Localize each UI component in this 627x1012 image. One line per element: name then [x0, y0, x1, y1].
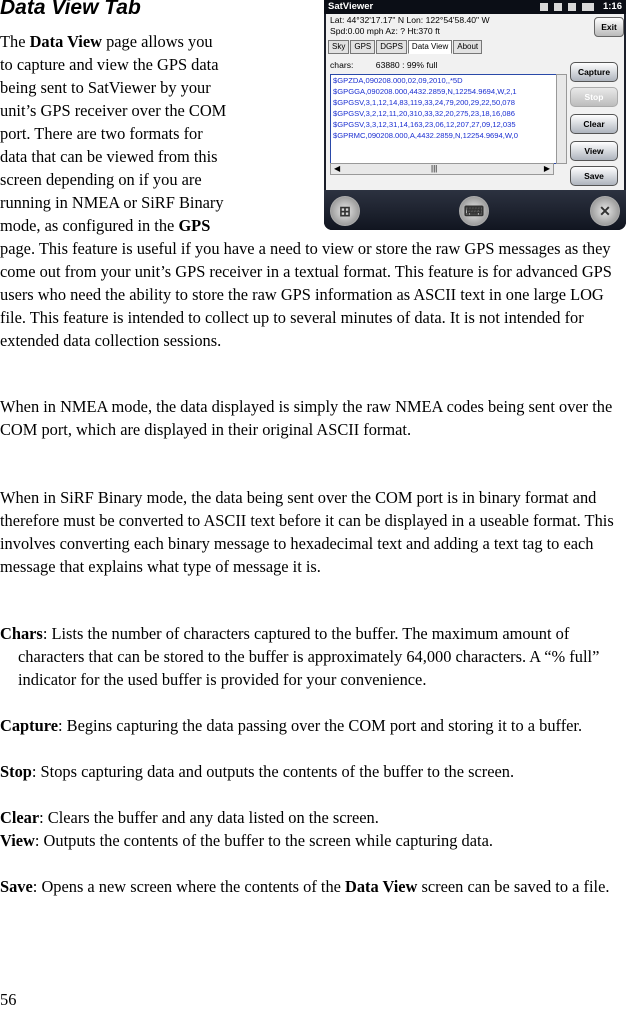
sirf-paragraph: When in SiRF Binary mode, the data being sent over the COM port is in binary format and therefore must be converted to ASCII text before it can be displayed in a useable format. This involves converting each binary message to hexadecimal text and adding a text tag to each message that explains what type of message it is.: [0, 488, 614, 576]
definition-clear: [0, 806, 625, 829]
chars-value: 63880 : 99% full: [375, 60, 438, 70]
definition-desc: : Opens a new screen where the contents of the: [32, 877, 346, 896]
intro-line: [0, 214, 625, 237]
scroll-thumb[interactable]: |||: [431, 164, 438, 173]
definition-term: View: [0, 831, 35, 850]
definition-term: Capture: [0, 716, 58, 735]
capture-button[interactable]: Capture: [570, 62, 618, 82]
volume-icon: [568, 3, 576, 11]
tab-sky[interactable]: Sky: [328, 40, 349, 54]
definition-term: Save: [0, 877, 33, 896]
definition-desc: : Stops capturing data and outputs the contents of the buffer to the screen.: [31, 762, 515, 781]
intro-bold: Data View: [29, 32, 102, 51]
definition-capture: [0, 714, 625, 737]
keyboard-icon[interactable]: ⌨: [459, 196, 489, 226]
definition-save: [0, 875, 625, 898]
page-number: 56: [0, 990, 17, 1009]
tab-gps[interactable]: GPS: [350, 40, 375, 54]
app-title: SatViewer: [328, 1, 374, 12]
stop-button[interactable]: Stop: [570, 87, 618, 107]
view-button[interactable]: View: [570, 141, 618, 161]
clock: 1:16: [602, 1, 622, 12]
definition-term: Stop: [0, 762, 32, 781]
definition-bold: Data View: [345, 877, 418, 896]
tab-dgps[interactable]: DGPS: [376, 40, 407, 54]
intro-line: being sent to SatViewer by your: [0, 78, 211, 97]
scroll-right-icon[interactable]: ▶: [543, 164, 550, 173]
definition-desc: : Clears the buffer and any data listed on the screen.: [39, 808, 379, 827]
intro-paragraph: [0, 30, 625, 352]
intro-line: data that can be viewed from this: [0, 147, 218, 166]
intro-line: port. There are two formats for: [0, 124, 203, 143]
data-line: $GPGGA,090208.000,4432.2859,N,12254.9694,W,2,1: [333, 87, 517, 96]
intro-rest: page. This feature is useful if you have a need to view or store the raw GPS messages as they come out from your unit’s GPS receiver in a textual format. This feature is for advanced GPS users who need the ability to store the raw GPS information as ASCII text in one large LOG file. This feature is intended to collect up to several minutes of data. It is not intended for extended data collection sessions.: [0, 239, 612, 350]
definition-term: Chars: [0, 624, 43, 643]
definition-desc: screen can be saved to a file.: [417, 877, 610, 896]
close-icon[interactable]: ✕: [590, 196, 620, 226]
speed-readout: Spd:0.00 mph Az: ? Ht:370 ft: [330, 26, 440, 36]
definition-desc: : Outputs the contents of the buffer to the screen while capturing data.: [34, 831, 493, 850]
intro-text: page allows you: [101, 32, 213, 51]
lat-lon-readout: Lat: 44°32'17.17" N Lon: 122°54'58.40" W: [330, 15, 490, 25]
chars-label: chars:: [330, 60, 354, 70]
intro-line: screen depending on if you are: [0, 170, 202, 189]
nmea-paragraph: When in NMEA mode, the data displayed is simply the raw NMEA codes being sent over the COM port, which are displayed in their original ASCII format.: [0, 397, 613, 439]
intro-bold: GPS: [178, 216, 211, 235]
data-line: $GPZDA,090208.000,02,09,2010,,*5D: [333, 76, 463, 85]
data-line: $GPGSV,3,2,12,11,20,310,33,32,20,275,23,18,16,086: [333, 109, 515, 118]
scroll-left-icon[interactable]: ◀: [334, 164, 341, 173]
intro-line: [0, 30, 625, 53]
tab-about[interactable]: About: [453, 40, 482, 54]
clear-button[interactable]: Clear: [570, 114, 618, 134]
definition-view: [0, 829, 625, 852]
intro-line: to capture and view the GPS data: [0, 55, 219, 74]
intro-line: running in NMEA or SiRF Binary: [0, 193, 224, 212]
definition-term: Clear: [0, 808, 40, 827]
windows-start-icon[interactable]: ⊞: [330, 196, 360, 226]
status-bar: [324, 0, 626, 14]
network-icon: [540, 3, 548, 11]
definition-desc: : Lists the number of characters captured to the buffer. The maximum amount of characters that can be stored to the buffer is approximately 64,000 characters. A “% full” indicator for the used buffer is provided for your convenience.: [18, 624, 600, 689]
definition-stop: [0, 760, 625, 783]
definition-chars: [0, 622, 625, 691]
data-line: $GPRMC,090208.000,A,4432.2859,N,12254.9694,W,0: [333, 131, 518, 140]
data-line: $GPGSV,3,3,12,31,14,163,23,06,12,207,27,09,12,035: [333, 120, 516, 129]
intro-text: mode, as configured in the: [0, 216, 179, 235]
exit-button[interactable]: Exit: [594, 17, 624, 37]
signal-icon: [554, 3, 562, 11]
intro-line: unit’s GPS receiver over the COM: [0, 101, 227, 120]
tab-data-view[interactable]: Data View: [408, 40, 452, 54]
save-button[interactable]: Save: [570, 166, 618, 186]
intro-text: The: [0, 32, 30, 51]
definition-desc: : Begins capturing the data passing over the COM port and storing it to a buffer.: [57, 716, 583, 735]
section-heading: Data View Tab: [0, 0, 141, 19]
battery-icon: [582, 3, 594, 11]
data-line: $GPGSV,3,1,12,14,83,119,33,24,79,200,29,22,50,078: [333, 98, 515, 107]
